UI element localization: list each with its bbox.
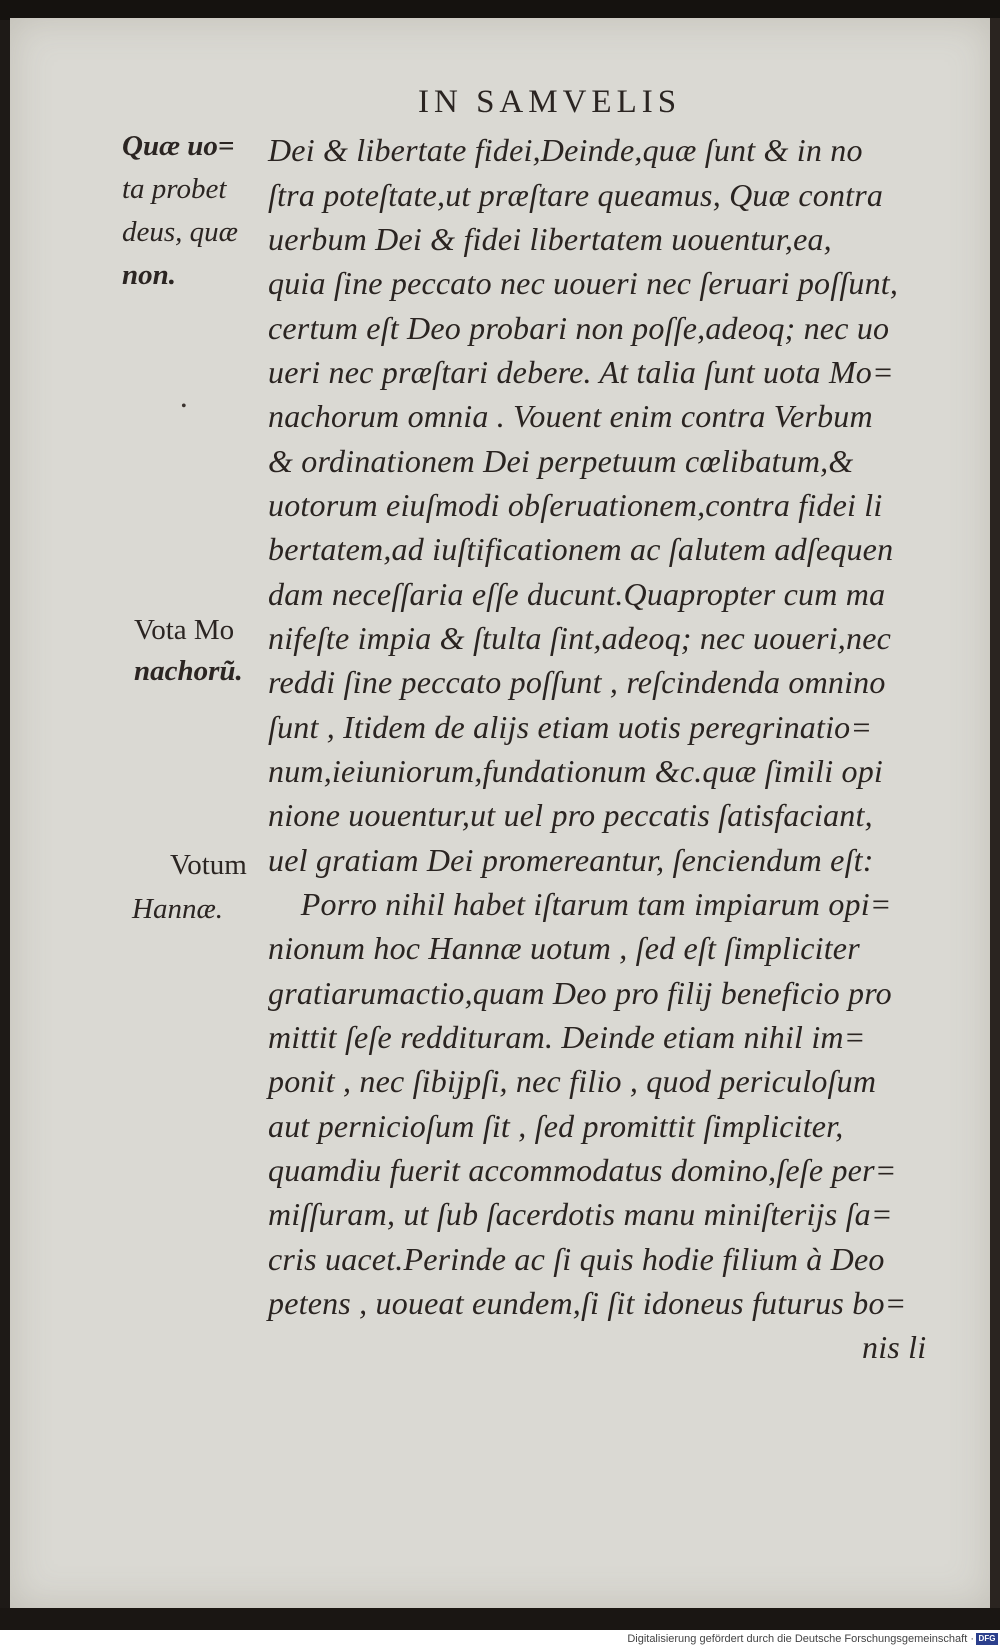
body-text-line: bertatem,ad iuſtificationem ac ſalutem adſequen: [268, 531, 894, 567]
digitization-footer: [0, 1630, 1000, 1648]
body-text-line: nionum hoc Hannæ uotum , ſed eſt ſimpliciter: [268, 930, 860, 966]
body-text-line: cris uacet.Perinde ac ſi quis hodie filium à Deo: [268, 1241, 885, 1277]
dfg-logo: DFG: [976, 1633, 998, 1645]
body-text-line: aut pernicioſum ſit , ſed promittit ſimpliciter,: [268, 1108, 844, 1144]
margin-note-line: Votum: [170, 849, 247, 881]
body-text-line: miſſuram, ut ſub ſacerdotis manu miniſterijs ſa=: [268, 1196, 893, 1232]
margin-note-line: Hannæ.: [132, 893, 224, 925]
body-text-line: nifeſte impia & ſtulta ſint,adeoq; nec uoueri,nec: [268, 620, 892, 656]
running-head: IN SAMVELIS: [418, 84, 682, 120]
body-text-line: certum eſt Deo probari non poſſe,adeoq; nec uo: [268, 310, 890, 346]
body-text-line: ſunt , Itidem de alijs etiam uotis peregrinatio=: [268, 709, 873, 745]
margin-note-line: Vota Mo: [134, 614, 235, 646]
scan-top-edge: [0, 0, 1000, 20]
body-text-line: ponit , nec ſibijpſi, nec filio , quod periculoſum: [268, 1063, 877, 1099]
body-text-line: mittit ſeſe reddituram. Deinde etiam nihil im=: [268, 1019, 866, 1055]
body-text-line: uotorum eiuſmodi obſeruationem,contra fidei li: [268, 487, 883, 523]
body-text-line: Porro nihil habet iſtarum tam impiarum opi=: [268, 886, 892, 922]
body-text-line: uerbum Dei & fidei libertatem uouentur,ea,: [268, 221, 832, 257]
body-text-line: gratiarumactio,quam Deo pro filij beneficio pro: [268, 975, 892, 1011]
body-text-line: quamdiu fuerit accommodatus domino,ſeſe per=: [268, 1152, 897, 1188]
body-text-line: & ordinationem Dei perpetuum cœlibatum,&: [268, 443, 854, 479]
margin-note-line: ta probet: [122, 173, 227, 205]
margin-note-line: Quæ uo=: [122, 130, 235, 162]
body-text-line: petens , uoueat eundem,ſi ſit idoneus futurus bo=: [268, 1285, 907, 1321]
body-text-line: dam neceſſaria eſſe ducunt.Quapropter cum ma: [268, 576, 886, 612]
body-text-line: num,ieiuniorum,fundationum &c.quæ ſimili opi: [268, 753, 884, 789]
scan-bottom-edge: [0, 1608, 1000, 1630]
body-text-line: reddi ſine peccato poſſunt , reſcindenda omnino: [268, 664, 886, 700]
funding-credit: Digitalisierung gefördert durch die Deutsche Forschungsgemeinschaft ·: [627, 1633, 974, 1645]
body-text-line: nione uouentur,ut uel pro peccatis ſatisfaciant,: [268, 797, 873, 833]
margin-note-line: nachorũ.: [134, 655, 243, 687]
body-text-line: ueri nec præſtari debere. At talia ſunt uota Mo=: [268, 354, 894, 390]
margin-dot-mark: •: [181, 398, 187, 415]
margin-note-line: non.: [122, 259, 177, 291]
body-text-line: quia ſine peccato nec uoueri nec ſeruari poſſunt,: [268, 265, 899, 301]
body-text-line: uel gratiam Dei promereantur, ſenciendum eſt:: [268, 842, 874, 878]
body-text-line: Dei & libertate fidei,Deinde,quæ ſunt & in no: [268, 132, 863, 168]
body-text-line: ſtra poteſtate,ut præſtare queamus, Quæ contra: [268, 177, 884, 213]
catchword: nis li: [862, 1329, 927, 1365]
scan-right-edge: [990, 18, 1000, 1628]
margin-note-line: deus, quæ: [122, 216, 238, 248]
body-text-line: nachorum omnia . Vouent enim contra Verbum: [268, 398, 873, 434]
